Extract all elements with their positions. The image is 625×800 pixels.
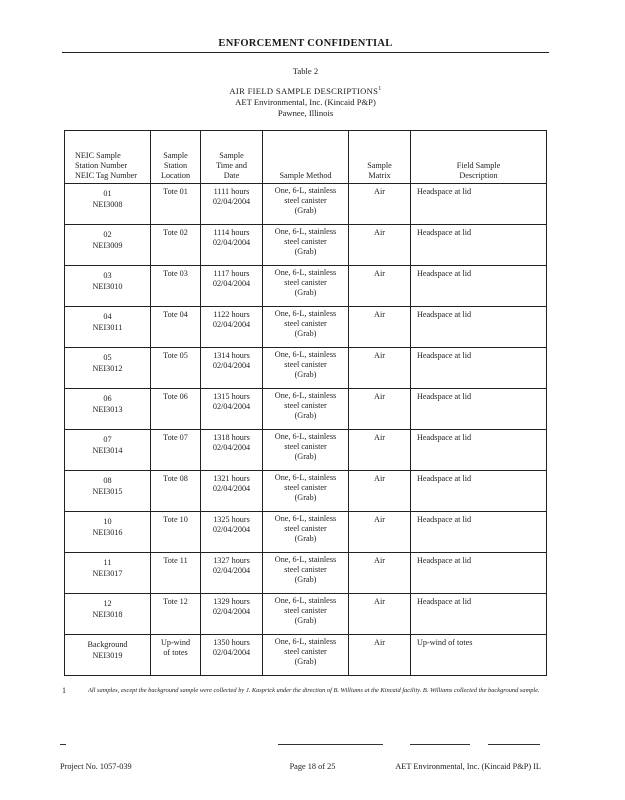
column-header-time-date: Sample Time and Date	[201, 131, 263, 184]
location-cell: Tote 10	[151, 512, 201, 553]
signature-line	[410, 744, 470, 745]
table-row	[65, 553, 547, 594]
air-field-samples-table	[64, 130, 547, 676]
matrix-cell: Air	[349, 430, 411, 471]
station-cell: Background NEI3019	[65, 635, 151, 676]
signature-line	[488, 744, 540, 745]
station-cell: 10 NEI3016	[65, 512, 151, 553]
method-cell: One, 6-L, stainless steel canister (Grab)	[263, 225, 349, 266]
description-cell: Up-wind of totes	[411, 635, 547, 676]
signature-line	[60, 744, 66, 745]
description-cell: Headspace at lid	[411, 471, 547, 512]
description-cell: Headspace at lid	[411, 266, 547, 307]
table-header-row	[65, 131, 547, 184]
table-row	[65, 635, 547, 676]
station-cell: 12 NEI3018	[65, 594, 151, 635]
matrix-cell: Air	[349, 553, 411, 594]
matrix-cell: Air	[349, 266, 411, 307]
footnote-marker: 1	[62, 686, 66, 695]
table-body	[65, 184, 547, 676]
time-date-cell: 1315 hours 02/04/2004	[201, 389, 263, 430]
time-date-cell: 1111 hours 02/04/2004	[201, 184, 263, 225]
location-cell: Tote 04	[151, 307, 201, 348]
signature-line	[278, 744, 383, 745]
location-cell: Tote 02	[151, 225, 201, 266]
column-header-method: Sample Method	[263, 131, 349, 184]
description-cell: Headspace at lid	[411, 512, 547, 553]
table-number: Table 2	[292, 66, 319, 76]
title-footnote-marker: 1	[378, 86, 382, 92]
matrix-cell: Air	[349, 635, 411, 676]
table-row	[65, 430, 547, 471]
station-cell: 11 NEI3017	[65, 553, 151, 594]
column-header-location: Sample Station Location	[151, 131, 201, 184]
time-date-cell: 1117 hours 02/04/2004	[201, 266, 263, 307]
column-header-station: NEIC Sample Station Number NEIC Tag Number	[65, 131, 151, 184]
matrix-cell: Air	[349, 594, 411, 635]
column-header-matrix: Sample Matrix	[349, 131, 411, 184]
project-number: Project No. 1057-039	[60, 762, 132, 771]
matrix-cell: Air	[349, 512, 411, 553]
footnote-text: All samples, except the background sample were collected by J. Kasprick under the direction of B. Williams at the Kincaid facility. B. Williams collected the background sample.	[88, 687, 540, 694]
station-cell: 01 NEI3008	[65, 184, 151, 225]
method-cell: One, 6-L, stainless steel canister (Grab)	[263, 389, 349, 430]
table-row	[65, 307, 547, 348]
time-date-cell: 1329 hours 02/04/2004	[201, 594, 263, 635]
confidentiality-header: ENFORCEMENT CONFIDENTIAL	[62, 38, 549, 53]
location-cell: Up-wind of totes	[151, 635, 201, 676]
table-title	[62, 84, 549, 119]
table-title-line-2: AET Environmental, Inc. (Kincaid P&P)	[235, 96, 376, 107]
table-row	[65, 389, 547, 430]
location-cell: Tote 07	[151, 430, 201, 471]
station-cell: 02 NEI3009	[65, 225, 151, 266]
table-title-line-3: Pawnee, Illinois	[277, 107, 334, 118]
table-row	[65, 594, 547, 635]
station-cell: 05 NEI3012	[65, 348, 151, 389]
description-cell: Headspace at lid	[411, 348, 547, 389]
location-cell: Tote 03	[151, 266, 201, 307]
location-cell: Tote 06	[151, 389, 201, 430]
description-cell: Headspace at lid	[411, 553, 547, 594]
description-cell: Headspace at lid	[411, 389, 547, 430]
location-cell: Tote 01	[151, 184, 201, 225]
location-cell: Tote 08	[151, 471, 201, 512]
matrix-cell: Air	[349, 184, 411, 225]
description-cell: Headspace at lid	[411, 184, 547, 225]
description-cell: Headspace at lid	[411, 225, 547, 266]
location-cell: Tote 05	[151, 348, 201, 389]
table-row	[65, 225, 547, 266]
time-date-cell: 1122 hours 02/04/2004	[201, 307, 263, 348]
time-date-cell: 1114 hours 02/04/2004	[201, 225, 263, 266]
method-cell: One, 6-L, stainless steel canister (Grab)	[263, 430, 349, 471]
time-date-cell: 1321 hours 02/04/2004	[201, 471, 263, 512]
table-row	[65, 184, 547, 225]
company-footer: AET Environmental, Inc. (Kincaid P&P) IL	[395, 762, 541, 771]
table-row	[65, 266, 547, 307]
description-cell: Headspace at lid	[411, 307, 547, 348]
time-date-cell: 1350 hours 02/04/2004	[201, 635, 263, 676]
table-title-line-1: AIR FIELD SAMPLE DESCRIPTIONS$^1$	[229, 85, 382, 96]
matrix-cell: Air	[349, 471, 411, 512]
method-cell: One, 6-L, stainless steel canister (Grab)	[263, 348, 349, 389]
location-cell: Tote 12	[151, 594, 201, 635]
method-cell: One, 6-L, stainless steel canister (Grab)	[263, 266, 349, 307]
method-cell: One, 6-L, stainless steel canister (Grab)	[263, 184, 349, 225]
description-cell: Headspace at lid	[411, 430, 547, 471]
page-number: Page 18 of 25	[289, 762, 336, 771]
matrix-cell: Air	[349, 348, 411, 389]
table-row	[65, 471, 547, 512]
description-cell: Headspace at lid	[411, 594, 547, 635]
method-cell: One, 6-L, stainless steel canister (Grab)	[263, 471, 349, 512]
table-row	[65, 512, 547, 553]
method-cell: One, 6-L, stainless steel canister (Grab)	[263, 512, 349, 553]
station-cell: 07 NEI3014	[65, 430, 151, 471]
location-cell: Tote 11	[151, 553, 201, 594]
method-cell: One, 6-L, stainless steel canister (Grab)	[263, 635, 349, 676]
matrix-cell: Air	[349, 225, 411, 266]
time-date-cell: 1318 hours 02/04/2004	[201, 430, 263, 471]
matrix-cell: Air	[349, 389, 411, 430]
method-cell: One, 6-L, stainless steel canister (Grab)	[263, 594, 349, 635]
station-cell: 03 NEI3010	[65, 266, 151, 307]
table-row	[65, 348, 547, 389]
method-cell: One, 6-L, stainless steel canister (Grab)	[263, 307, 349, 348]
method-cell: One, 6-L, stainless steel canister (Grab)	[263, 553, 349, 594]
time-date-cell: 1325 hours 02/04/2004	[201, 512, 263, 553]
station-cell: 04 NEI3011	[65, 307, 151, 348]
column-header-description: Field Sample Description	[411, 131, 547, 184]
station-cell: 06 NEI3013	[65, 389, 151, 430]
matrix-cell: Air	[349, 307, 411, 348]
time-date-cell: 1314 hours 02/04/2004	[201, 348, 263, 389]
station-cell: 08 NEI3015	[65, 471, 151, 512]
time-date-cell: 1327 hours 02/04/2004	[201, 553, 263, 594]
